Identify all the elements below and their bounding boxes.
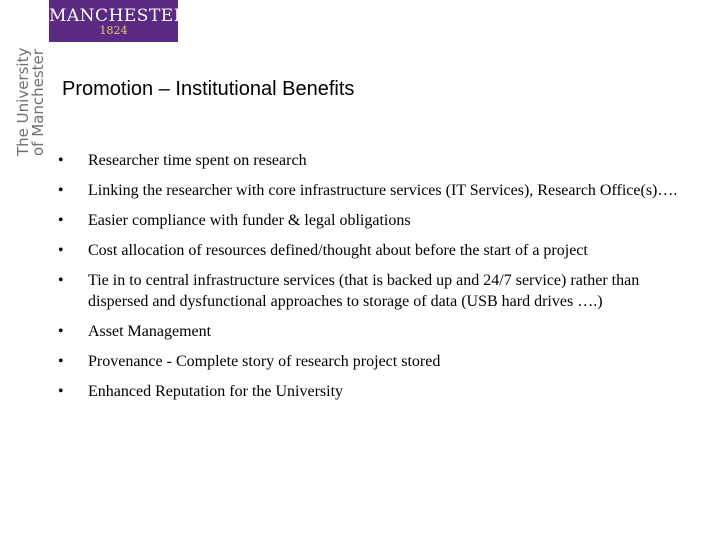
bullet-dot: •: [58, 182, 64, 199]
bullet-text: Tie in to central infrastructure services (that is backed up and 24/7 service) rather than dispersed and dysfunctional approaches to storage of data (USB hard drives ….): [88, 272, 640, 310]
bullet-dot: •: [58, 323, 64, 340]
bullet-dot: •: [58, 272, 64, 289]
side-brand-line2: of Manchester: [29, 49, 47, 156]
bullet-text: Cost allocation of resources defined/thought about before the start of a project: [88, 242, 588, 259]
bullet-item: [58, 180, 678, 201]
university-side-brand: [16, 26, 50, 156]
bullet-dot: •: [58, 353, 64, 370]
bullet-text: Easier compliance with funder & legal obligations: [88, 212, 411, 229]
slide-title: Promotion – Institutional Benefits: [62, 78, 355, 100]
bullet-text: Asset Management: [88, 323, 212, 340]
logo-wordmark: MANCHESTER: [49, 6, 187, 26]
bullet-dot: •: [58, 242, 64, 259]
bullet-text: Linking the researcher with core infrastructure services (IT Services), Research Office(s)….: [88, 182, 678, 199]
bullet-text: Provenance - Complete story of research project stored: [88, 353, 441, 370]
bullet-text: Researcher time spent on research: [88, 152, 307, 169]
manchester-logo: [49, 0, 187, 42]
bullet-list: [58, 150, 678, 411]
bullet-item: [58, 381, 678, 402]
bullet-item: [58, 210, 678, 231]
bullet-text: Enhanced Reputation for the University: [88, 383, 344, 400]
bullet-item: [58, 321, 678, 342]
bullet-dot: •: [58, 383, 64, 400]
bullet-item: [58, 240, 678, 261]
logo-year: 1824: [99, 24, 128, 37]
bullet-dot: •: [58, 152, 64, 169]
bullet-item: [58, 270, 678, 312]
bullet-item: [58, 150, 678, 171]
bullet-item: [58, 351, 678, 372]
bullet-dot: •: [58, 212, 64, 229]
side-brand-line1: The University: [14, 47, 32, 156]
